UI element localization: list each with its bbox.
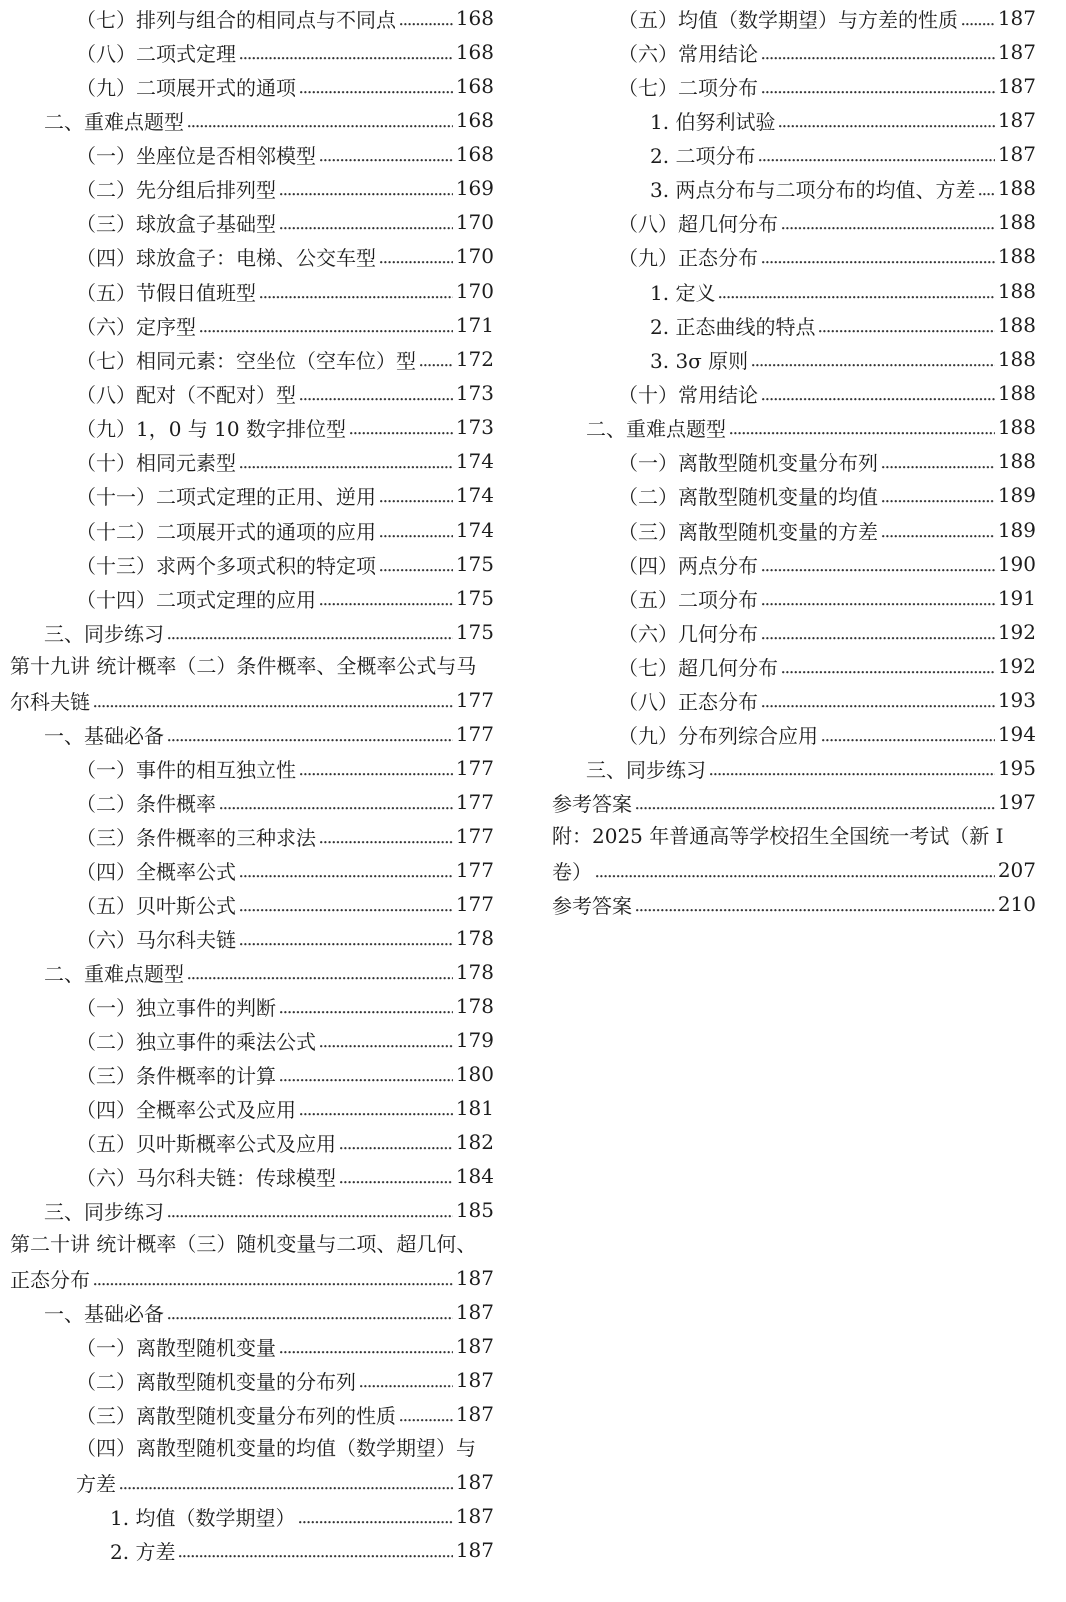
toc-entry-page: 188 xyxy=(997,381,1036,405)
toc-entry[interactable] xyxy=(10,989,494,1023)
dot-leader xyxy=(340,1159,453,1193)
dot-leader xyxy=(380,478,453,512)
dot-leader xyxy=(300,1091,453,1125)
toc-entry[interactable] xyxy=(10,751,494,785)
toc-entry[interactable] xyxy=(10,1329,494,1363)
toc-entry-page: 174 xyxy=(455,449,494,473)
toc-entry-title: 2. 正态曲线的特点 xyxy=(650,314,816,339)
toc-entry-page: 189 xyxy=(997,518,1036,542)
toc-entry-page: 197 xyxy=(997,790,1036,814)
toc-entry[interactable] xyxy=(10,376,494,410)
toc-entry[interactable] xyxy=(10,581,494,615)
dot-leader xyxy=(380,547,453,581)
toc-entry-title: （三）离散型随机变量的方差 xyxy=(618,519,878,544)
dot-leader xyxy=(882,513,995,547)
toc-entry[interactable] xyxy=(552,205,1036,239)
toc-entry-title: （十三）求两个多项式积的特定项 xyxy=(76,553,376,578)
toc-entry-title: （三）离散型随机变量分布列的性质 xyxy=(76,1403,396,1428)
dot-leader xyxy=(188,955,453,989)
toc-entry[interactable] xyxy=(10,444,494,478)
dot-leader xyxy=(819,308,994,342)
dot-leader xyxy=(94,683,453,717)
toc-entry-page: 210 xyxy=(997,892,1036,916)
toc-entry-page: 188 xyxy=(997,176,1036,200)
dot-leader xyxy=(240,921,453,955)
toc-entry-page: 188 xyxy=(997,279,1036,303)
toc-chapter-entry[interactable] xyxy=(10,1261,494,1295)
toc-section-entry[interactable] xyxy=(10,717,494,751)
toc-entry-title: 3. 两点分布与二项分布的均值、方差 xyxy=(650,177,976,202)
toc-entry[interactable] xyxy=(10,171,494,205)
toc-entry-page: 187 xyxy=(997,40,1036,64)
toc-entry-page: 177 xyxy=(455,824,494,848)
toc-entry-title: （五）均值（数学期望）与方差的性质 xyxy=(618,7,958,32)
toc-entry-title: 参考答案 xyxy=(552,893,632,918)
toc-entry-page: 175 xyxy=(455,620,494,644)
toc-entry-title: （三）条件概率的三种求法 xyxy=(76,825,316,850)
toc-entry-page: 187 xyxy=(455,1402,494,1426)
toc-entry[interactable] xyxy=(10,478,494,512)
toc-entry-title: （六）常用结论 xyxy=(618,41,758,66)
toc-section-entry[interactable] xyxy=(10,955,494,989)
toc-entry-title: （二）离散型随机变量的分布列 xyxy=(76,1369,356,1394)
toc-entry-page: 170 xyxy=(455,279,494,303)
toc-entry-page: 177 xyxy=(455,688,494,712)
toc-entry-page: 187 xyxy=(997,74,1036,98)
toc-entry-title: （十）相同元素型 xyxy=(76,450,236,475)
dot-leader xyxy=(882,444,995,478)
dot-leader xyxy=(779,103,994,137)
toc-entry-title: 1. 均值（数学期望） xyxy=(110,1505,296,1530)
toc-entry-page: 187 xyxy=(455,1300,494,1324)
dot-leader xyxy=(762,581,995,615)
toc-subentry[interactable] xyxy=(552,342,1036,376)
toc-entry-page: 177 xyxy=(455,722,494,746)
dot-leader xyxy=(300,751,453,785)
toc-entry-title: （一）独立事件的判断 xyxy=(76,995,276,1020)
toc-entry-page: 187 xyxy=(455,1334,494,1358)
toc-entry-page: 178 xyxy=(455,994,494,1018)
toc-entry[interactable] xyxy=(552,615,1036,649)
dot-leader xyxy=(822,717,995,751)
toc-entry-page: 173 xyxy=(455,381,494,405)
dot-leader xyxy=(200,308,453,342)
toc-entry-title: （一）离散型随机变量分布列 xyxy=(618,450,878,475)
toc-entry-title: （八）二项式定理 xyxy=(76,41,236,66)
toc-entry-page: 178 xyxy=(455,926,494,950)
toc-chapter-title[interactable]: 附：2025 年普通高等学校招生全国统一考试（新 I xyxy=(552,824,1004,848)
toc-entry-page: 188 xyxy=(997,244,1036,268)
toc-entry-page: 188 xyxy=(997,449,1036,473)
toc-entry[interactable] xyxy=(552,35,1036,69)
toc-entry-title: （九）1，0 与 10 数字排位型 xyxy=(76,416,346,441)
dot-leader xyxy=(168,1193,453,1227)
dot-leader xyxy=(280,989,453,1023)
dot-leader xyxy=(759,137,994,171)
dot-leader xyxy=(240,853,453,887)
toc-entry[interactable] xyxy=(552,717,1036,751)
dot-leader xyxy=(280,1329,453,1363)
toc-chapter-title[interactable]: 第二十讲 统计概率（三）随机变量与二项、超几何、 xyxy=(10,1232,477,1256)
toc-entry-title: （六）几何分布 xyxy=(618,621,758,646)
toc-section-entry[interactable] xyxy=(10,103,494,137)
dot-leader xyxy=(280,1057,453,1091)
toc-entry[interactable] xyxy=(10,274,494,308)
dot-leader xyxy=(420,342,453,376)
dot-leader xyxy=(188,103,453,137)
dot-leader xyxy=(596,853,995,887)
dot-leader xyxy=(220,785,453,819)
toc-entry-page: 187 xyxy=(455,1538,494,1562)
toc-entry-title: （十）常用结论 xyxy=(618,382,758,407)
toc-entry-title: （九）正态分布 xyxy=(618,245,758,270)
dot-leader xyxy=(168,1295,453,1329)
toc-entry-title: （五）二项分布 xyxy=(618,587,758,612)
toc-entry-page: 177 xyxy=(455,858,494,882)
toc-entry[interactable] xyxy=(10,342,494,376)
toc-entry-title: 二、重难点题型 xyxy=(44,109,184,134)
toc-entry-title: （一）坐座位是否相邻模型 xyxy=(76,143,316,168)
toc-entry-title: （四）球放盒子：电梯、公交车型 xyxy=(76,245,376,270)
toc-entry-title: 方差 xyxy=(76,1471,116,1496)
toc-entry-page: 175 xyxy=(455,552,494,576)
toc-entry[interactable] xyxy=(10,69,494,103)
toc-entry-title-line1[interactable]: （四）离散型随机变量的均值（数学期望）与 xyxy=(76,1436,476,1460)
dot-leader xyxy=(962,1,995,35)
toc-entry-page: 182 xyxy=(455,1130,494,1154)
toc-entry[interactable] xyxy=(10,137,494,171)
toc-entry-page: 168 xyxy=(455,142,494,166)
dot-leader xyxy=(320,1023,453,1057)
toc-entry[interactable] xyxy=(10,1057,494,1091)
toc-entry-page: 191 xyxy=(997,586,1036,610)
toc-entry-title: 一、基础必备 xyxy=(44,1301,164,1326)
toc-entry[interactable] xyxy=(10,1397,494,1431)
toc-entry-page: 171 xyxy=(455,313,494,337)
toc-entry-page: 187 xyxy=(455,1504,494,1528)
toc-entry[interactable] xyxy=(10,1465,494,1499)
toc-entry-page: 173 xyxy=(455,415,494,439)
toc-entry-page: 190 xyxy=(997,552,1036,576)
toc-entry-page: 177 xyxy=(455,756,494,780)
toc-entry[interactable] xyxy=(552,376,1036,410)
toc-entry-title: （七）二项分布 xyxy=(618,75,758,100)
dot-leader xyxy=(350,410,453,444)
toc-entry-title: 二、重难点题型 xyxy=(586,416,726,441)
toc-entry-page: 187 xyxy=(455,1368,494,1392)
toc-entry-page: 170 xyxy=(455,244,494,268)
toc-entry-title: 尔科夫链 xyxy=(10,689,90,714)
toc-entry[interactable] xyxy=(10,1,494,35)
toc-entry-page: 187 xyxy=(997,108,1036,132)
dot-leader xyxy=(240,444,453,478)
toc-section-entry[interactable] xyxy=(10,1295,494,1329)
toc-entry-page: 172 xyxy=(455,347,494,371)
dot-leader xyxy=(636,785,995,819)
dot-leader xyxy=(320,819,453,853)
dot-leader xyxy=(636,887,995,921)
toc-entry-page: 187 xyxy=(455,1266,494,1290)
toc-entry-page: 168 xyxy=(455,40,494,64)
dot-leader xyxy=(882,478,995,512)
dot-leader xyxy=(320,137,453,171)
toc-entry-title: 2. 二项分布 xyxy=(650,143,756,168)
toc-section-entry[interactable] xyxy=(552,751,1036,785)
toc-entry-page: 179 xyxy=(455,1028,494,1052)
toc-entry-title: 三、同步练习 xyxy=(44,621,164,646)
toc-entry-title: 2. 方差 xyxy=(110,1539,176,1564)
toc-entry-page: 175 xyxy=(455,586,494,610)
toc-entry-title: 1. 伯努利试验 xyxy=(650,109,776,134)
toc-entry[interactable] xyxy=(552,1,1036,35)
toc-entry[interactable] xyxy=(10,35,494,69)
toc-entry-page: 174 xyxy=(455,483,494,507)
toc-entry-page: 188 xyxy=(997,313,1036,337)
toc-entry[interactable] xyxy=(552,239,1036,273)
toc-entry-title: （二）先分组后排列型 xyxy=(76,177,276,202)
dot-leader xyxy=(762,35,995,69)
toc-entry-page: 187 xyxy=(455,1470,494,1494)
toc-entry[interactable] xyxy=(10,239,494,273)
toc-entry-page: 177 xyxy=(455,790,494,814)
toc-entry-title: （七）超几何分布 xyxy=(618,655,778,680)
toc-entry-title: （六）定序型 xyxy=(76,314,196,339)
toc-entry-title: （八）正态分布 xyxy=(618,689,758,714)
toc-entry-title: （七）相同元素：空坐位（空车位）型 xyxy=(76,348,416,373)
toc-entry[interactable] xyxy=(10,205,494,239)
toc-entry-page: 181 xyxy=(455,1096,494,1120)
dot-leader xyxy=(400,1397,453,1431)
dot-leader xyxy=(762,615,995,649)
toc-entry-page: 194 xyxy=(997,722,1036,746)
dot-leader xyxy=(240,35,453,69)
toc-subentry[interactable] xyxy=(10,1499,494,1533)
toc-entry[interactable] xyxy=(552,444,1036,478)
toc-entry[interactable] xyxy=(10,921,494,955)
dot-leader xyxy=(168,717,453,751)
toc-entry[interactable] xyxy=(10,785,494,819)
toc-entry-title: 一、基础必备 xyxy=(44,723,164,748)
toc-entry-page: 170 xyxy=(455,210,494,234)
dot-leader xyxy=(979,171,994,205)
toc-subentry[interactable] xyxy=(552,308,1036,342)
toc-entry[interactable] xyxy=(10,547,494,581)
toc-entry[interactable] xyxy=(10,1159,494,1193)
toc-entry-title: （三）条件概率的计算 xyxy=(76,1063,276,1088)
toc-section-entry[interactable] xyxy=(10,1193,494,1227)
toc-entry-page: 180 xyxy=(455,1062,494,1086)
dot-leader xyxy=(710,751,995,785)
toc-entry[interactable] xyxy=(10,819,494,853)
toc-entry[interactable] xyxy=(10,1363,494,1397)
toc-entry-title: （十一）二项式定理的正用、逆用 xyxy=(76,484,376,509)
toc-entry-title: （四）全概率公式 xyxy=(76,859,236,884)
toc-entry[interactable] xyxy=(552,513,1036,547)
toc-entry[interactable] xyxy=(552,547,1036,581)
toc-entry-title: （二）离散型随机变量的均值 xyxy=(618,484,878,509)
dot-leader xyxy=(300,376,453,410)
dot-leader xyxy=(179,1533,452,1567)
toc-entry[interactable] xyxy=(10,410,494,444)
dot-leader xyxy=(240,887,453,921)
toc-entry-title: （五）贝叶斯概率公式及应用 xyxy=(76,1131,336,1156)
toc-entry-page: 178 xyxy=(455,960,494,984)
dot-leader xyxy=(299,1499,452,1533)
dot-leader xyxy=(762,239,995,273)
toc-entry-title: 三、同步练习 xyxy=(586,757,706,782)
toc-subentry[interactable] xyxy=(10,1533,494,1567)
dot-leader xyxy=(168,615,453,649)
toc-chapter-title[interactable]: 第十九讲 统计概率（二）条件概率、全概率公式与马 xyxy=(10,654,477,678)
toc-entry-title: 三、同步练习 xyxy=(44,1199,164,1224)
toc-entry[interactable] xyxy=(10,308,494,342)
toc-entry-title: （一）离散型随机变量 xyxy=(76,1335,276,1360)
toc-entry[interactable] xyxy=(552,649,1036,683)
dot-leader xyxy=(752,342,995,376)
toc-entry-page: 168 xyxy=(455,6,494,30)
toc-entry-page: 168 xyxy=(455,108,494,132)
toc-chapter-entry[interactable] xyxy=(552,853,1036,887)
toc-entry[interactable] xyxy=(10,1125,494,1159)
toc-entry-title: （二）条件概率 xyxy=(76,791,216,816)
dot-leader xyxy=(280,205,453,239)
toc-entry-page: 193 xyxy=(997,688,1036,712)
dot-leader xyxy=(782,205,995,239)
dot-leader xyxy=(762,683,995,717)
toc-entry-page: 188 xyxy=(997,347,1036,371)
dot-leader xyxy=(120,1465,453,1499)
toc-entry-title: （十二）二项展开式的通项的应用 xyxy=(76,519,376,544)
dot-leader xyxy=(762,69,995,103)
toc-entry-page: 192 xyxy=(997,654,1036,678)
dot-leader xyxy=(380,513,453,547)
dot-leader xyxy=(340,1125,453,1159)
toc-entry-title: （五）贝叶斯公式 xyxy=(76,893,236,918)
toc-section-entry[interactable] xyxy=(552,410,1036,444)
toc-entry-title: 3. 3σ 原则 xyxy=(650,348,749,373)
toc-entry-page: 189 xyxy=(997,483,1036,507)
toc-entry-page: 177 xyxy=(455,892,494,916)
toc-subentry[interactable] xyxy=(552,137,1036,171)
toc-entry-title: 二、重难点题型 xyxy=(44,961,184,986)
toc-entry-page: 188 xyxy=(997,415,1036,439)
toc-entry[interactable] xyxy=(552,581,1036,615)
toc-entry-title: （二）独立事件的乘法公式 xyxy=(76,1029,316,1054)
toc-entry[interactable] xyxy=(10,887,494,921)
dot-leader xyxy=(94,1261,453,1295)
toc-entry-title: （九）二项展开式的通项 xyxy=(76,75,296,100)
dot-leader xyxy=(300,69,453,103)
toc-entry-title: （六）马尔科夫链：传球模型 xyxy=(76,1165,336,1190)
toc-entry-page: 187 xyxy=(997,142,1036,166)
toc-chapter-entry[interactable] xyxy=(552,887,1036,921)
toc-entry-title: （一）事件的相互独立性 xyxy=(76,757,296,782)
dot-leader xyxy=(782,649,995,683)
toc-entry[interactable] xyxy=(552,478,1036,512)
toc-entry[interactable] xyxy=(10,1023,494,1057)
toc-subentry[interactable] xyxy=(552,274,1036,308)
toc-entry-title: 1. 定义 xyxy=(650,280,716,305)
toc-subentry[interactable] xyxy=(552,171,1036,205)
toc-entry-title: （九）分布列综合应用 xyxy=(618,723,818,748)
toc-entry-page: 207 xyxy=(997,858,1036,882)
dot-leader xyxy=(719,274,994,308)
toc-entry-title: 参考答案 xyxy=(552,791,632,816)
toc-entry-page: 185 xyxy=(455,1198,494,1222)
toc-entry[interactable] xyxy=(10,853,494,887)
toc-entry[interactable] xyxy=(10,513,494,547)
toc-entry-title: 正态分布 xyxy=(10,1267,90,1292)
toc-entry-title: （四）全概率公式及应用 xyxy=(76,1097,296,1122)
dot-leader xyxy=(730,410,995,444)
toc-section-entry[interactable] xyxy=(10,615,494,649)
toc-entry-title: （六）马尔科夫链 xyxy=(76,927,236,952)
toc-entry[interactable] xyxy=(552,683,1036,717)
dot-leader xyxy=(260,274,453,308)
toc-subentry[interactable] xyxy=(552,103,1036,137)
toc-entry-title: （四）两点分布 xyxy=(618,553,758,578)
toc-entry-title: （十四）二项式定理的应用 xyxy=(76,587,316,612)
toc-entry-title: （八）超几何分布 xyxy=(618,211,778,236)
dot-leader xyxy=(320,581,453,615)
toc-entry-page: 187 xyxy=(997,6,1036,30)
dot-leader xyxy=(400,1,453,35)
toc-entry-page: 168 xyxy=(455,74,494,98)
toc-entry-page: 174 xyxy=(455,518,494,542)
toc-chapter-entry[interactable] xyxy=(552,785,1036,819)
toc-entry-page: 169 xyxy=(455,176,494,200)
toc-entry-title: 卷） xyxy=(552,859,592,884)
toc-entry-title: （五）节假日值班型 xyxy=(76,280,256,305)
toc-entry[interactable] xyxy=(552,69,1036,103)
toc-entry-title: （三）球放盒子基础型 xyxy=(76,211,276,236)
toc-entry[interactable] xyxy=(10,1091,494,1125)
dot-leader xyxy=(380,239,453,273)
dot-leader xyxy=(360,1363,453,1397)
toc-entry-title: （八）配对（不配对）型 xyxy=(76,382,296,407)
toc-entry-title: （七）排列与组合的相同点与不同点 xyxy=(76,7,396,32)
dot-leader xyxy=(280,171,453,205)
dot-leader xyxy=(762,547,995,581)
toc-entry-page: 188 xyxy=(997,210,1036,234)
toc-chapter-entry[interactable] xyxy=(10,683,494,717)
toc-entry-page: 184 xyxy=(455,1164,494,1188)
toc-entry-page: 195 xyxy=(997,756,1036,780)
toc-entry-page: 192 xyxy=(997,620,1036,644)
dot-leader xyxy=(762,376,995,410)
